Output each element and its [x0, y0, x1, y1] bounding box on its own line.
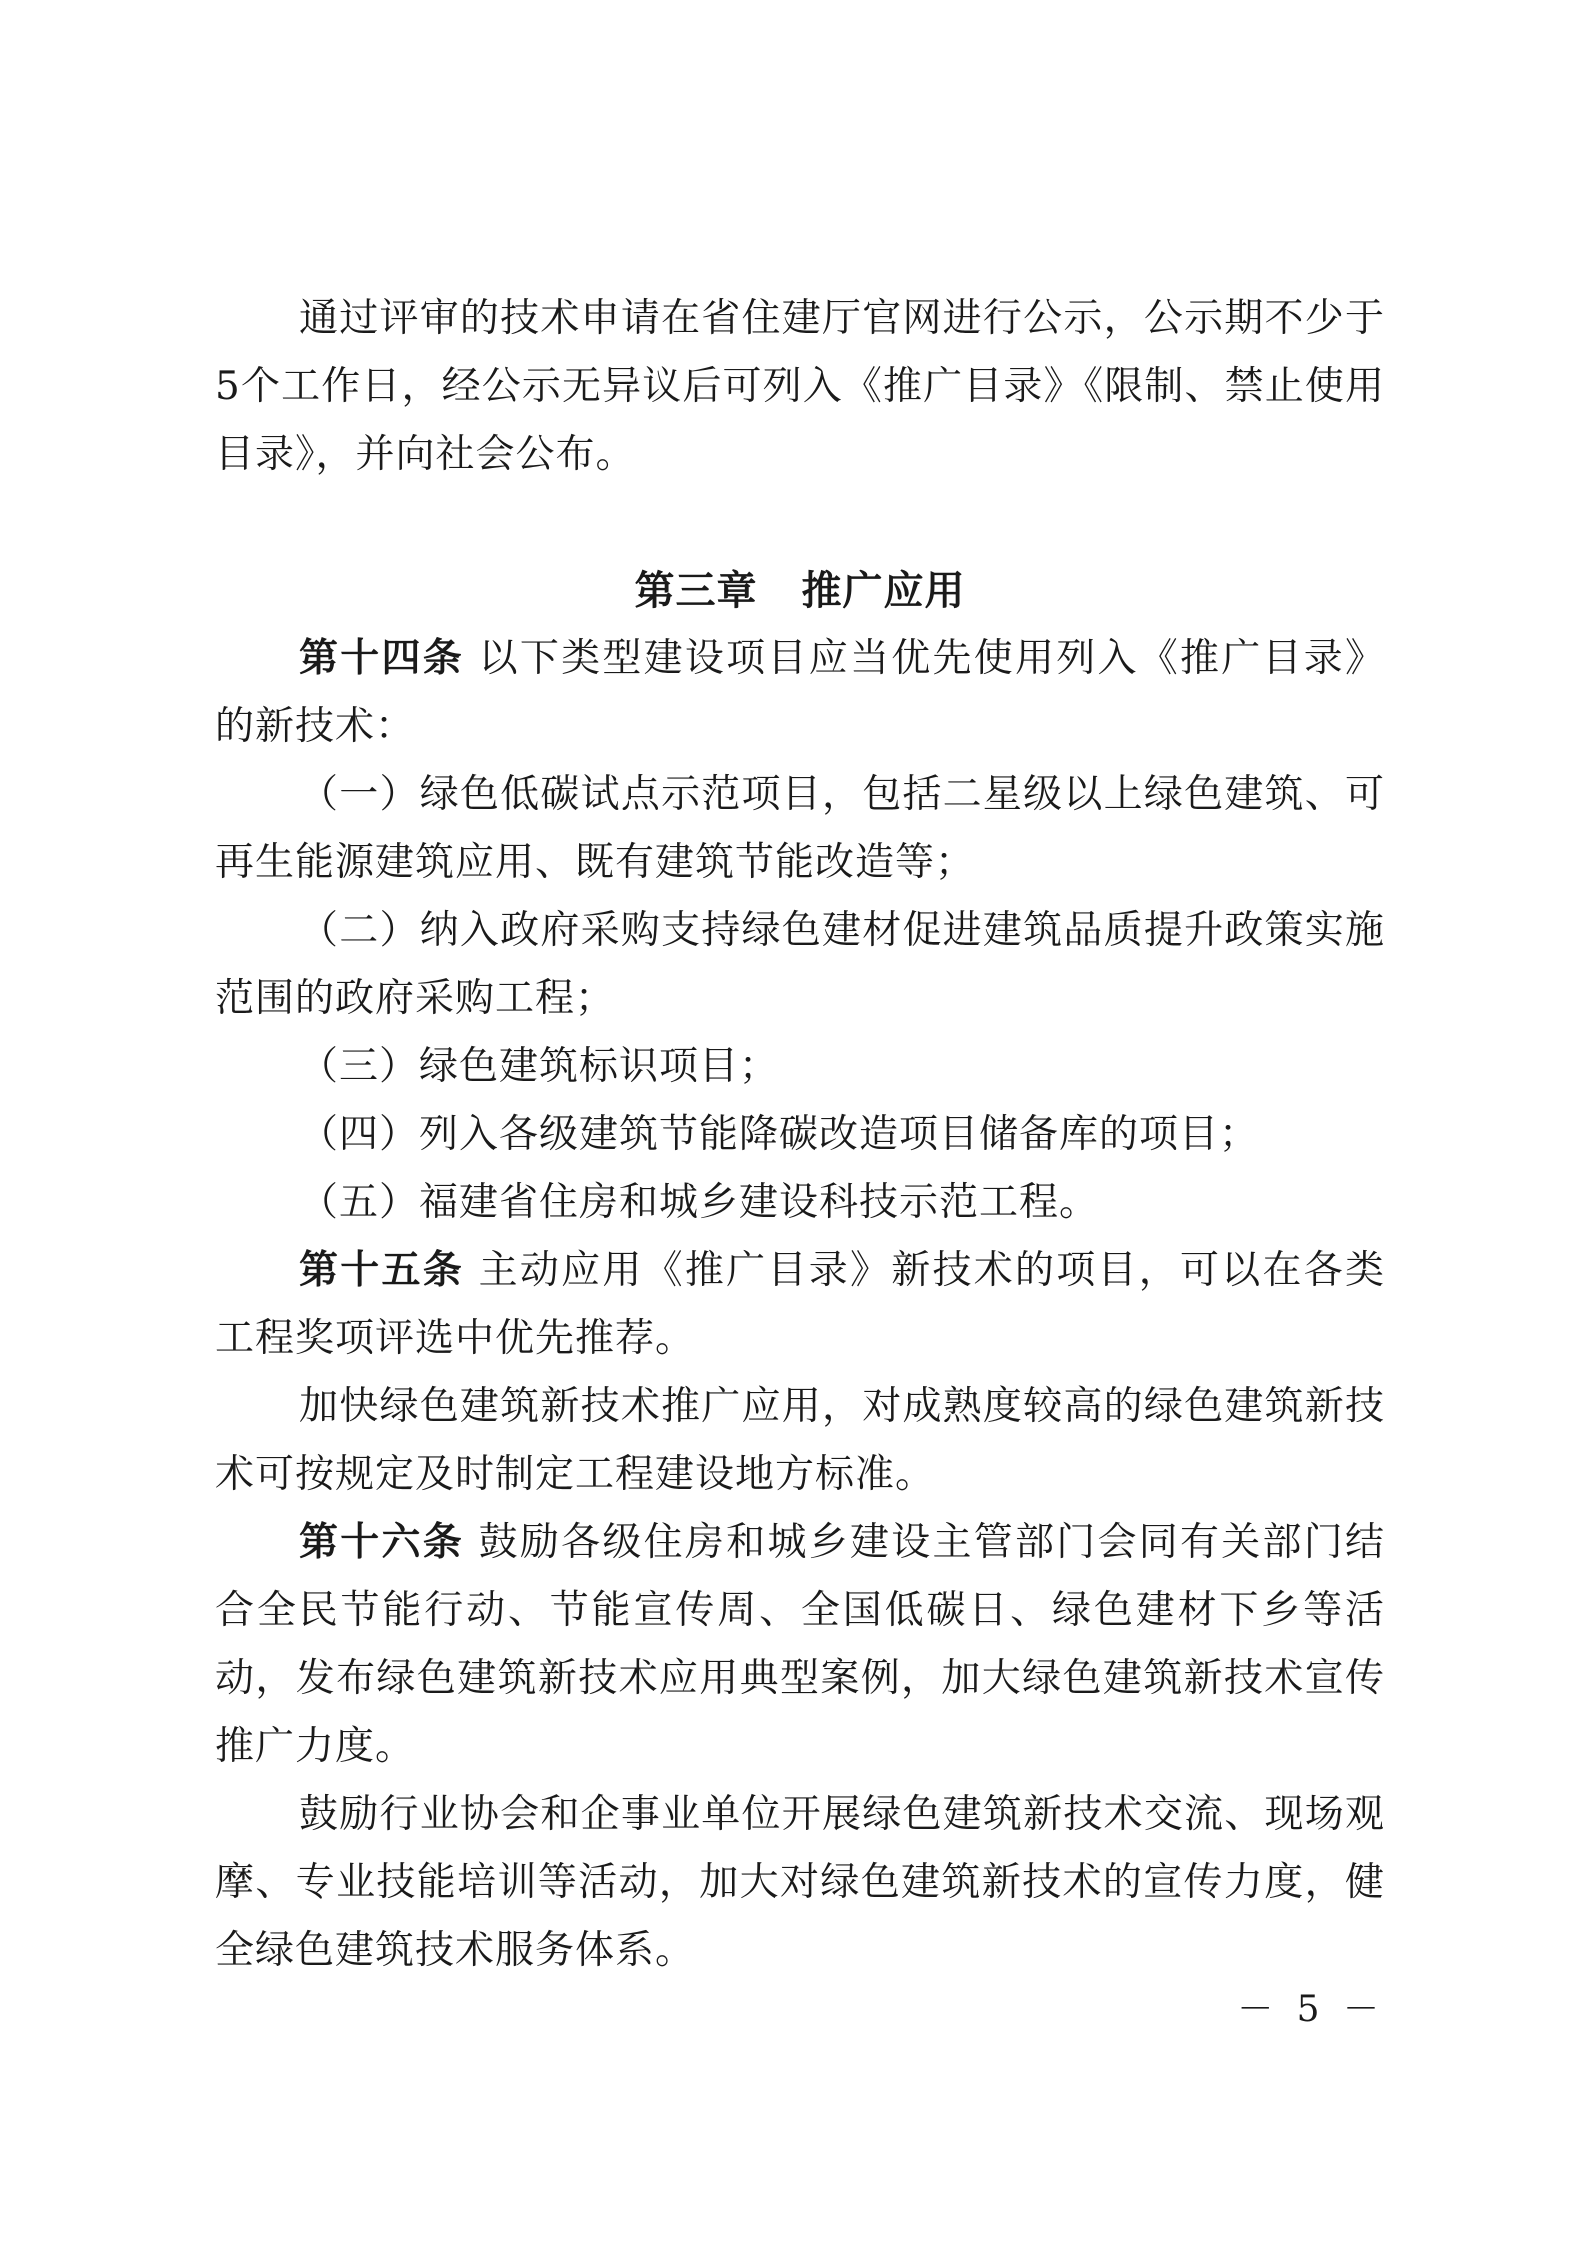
- article-16: [215, 1509, 1385, 1781]
- paragraph-publicity: 通过评审的技术申请在省住建厅官网进行公示，公示期不少于5个工作日，经公示无异议后可列入《推广目录》《限制、禁止使用目录》，并向社会公布。: [215, 296, 1385, 477]
- article-15: [215, 1237, 1385, 1373]
- chapter-title: 推广应用: [801, 568, 966, 614]
- chapter-number: 第三章: [634, 568, 758, 614]
- paragraph-encourage: 鼓励行业协会和企事业单位开展绿色建筑新技术交流、现场观摩、专业技能培训等活动，加大对绿色建筑新技术的宣传力度，健全绿色建筑技术服务体系。: [215, 1792, 1385, 1973]
- paragraph-accelerate: 加快绿色建筑新技术推广应用，对成熟度较高的绿色建筑新技术可按规定及时制定工程建设地方标准。: [215, 1384, 1385, 1497]
- list-item-3: （三）绿色建筑标识项目；: [299, 1044, 780, 1089]
- article-16-text: 鼓励各级住房和城乡建设主管部门会同有关部门结合全民节能行动、节能宣传周、全国低碳日、绿色建材下乡等活动，发布绿色建筑新技术应用典型案例，加大绿色建筑新技术宣传推广力度。: [215, 1520, 1385, 1769]
- article-14-text: 以下类型建设项目应当优先使用列入《推广目录》的新技术：: [215, 636, 1385, 749]
- article-14-number: 第十四条: [299, 636, 465, 681]
- article-15-number: 第十五条: [299, 1248, 465, 1293]
- body-text: [215, 285, 1385, 1985]
- article-15-text: 主动应用《推广目录》新技术的项目，可以在各类工程奖项评选中优先推荐。: [215, 1248, 1385, 1361]
- article-16-number: 第十六条: [299, 1520, 465, 1565]
- list-item-1: （一）绿色低碳试点示范项目，包括二星级以上绿色建筑、可再生能源建筑应用、既有建筑节能改造等；: [215, 772, 1385, 885]
- page-number: － 5 －: [1237, 1989, 1385, 2030]
- list-item-4: （四）列入各级建筑节能降碳改造项目储备库的项目；: [299, 1112, 1260, 1157]
- article-14: [215, 625, 1385, 761]
- list-item-2: （二）纳入政府采购支持绿色建材促进建筑品质提升政策实施范围的政府采购工程；: [215, 908, 1385, 1021]
- list-item-5: （五）福建省住房和城乡建设科技示范工程。: [299, 1180, 1100, 1225]
- chapter-heading: [215, 557, 1385, 625]
